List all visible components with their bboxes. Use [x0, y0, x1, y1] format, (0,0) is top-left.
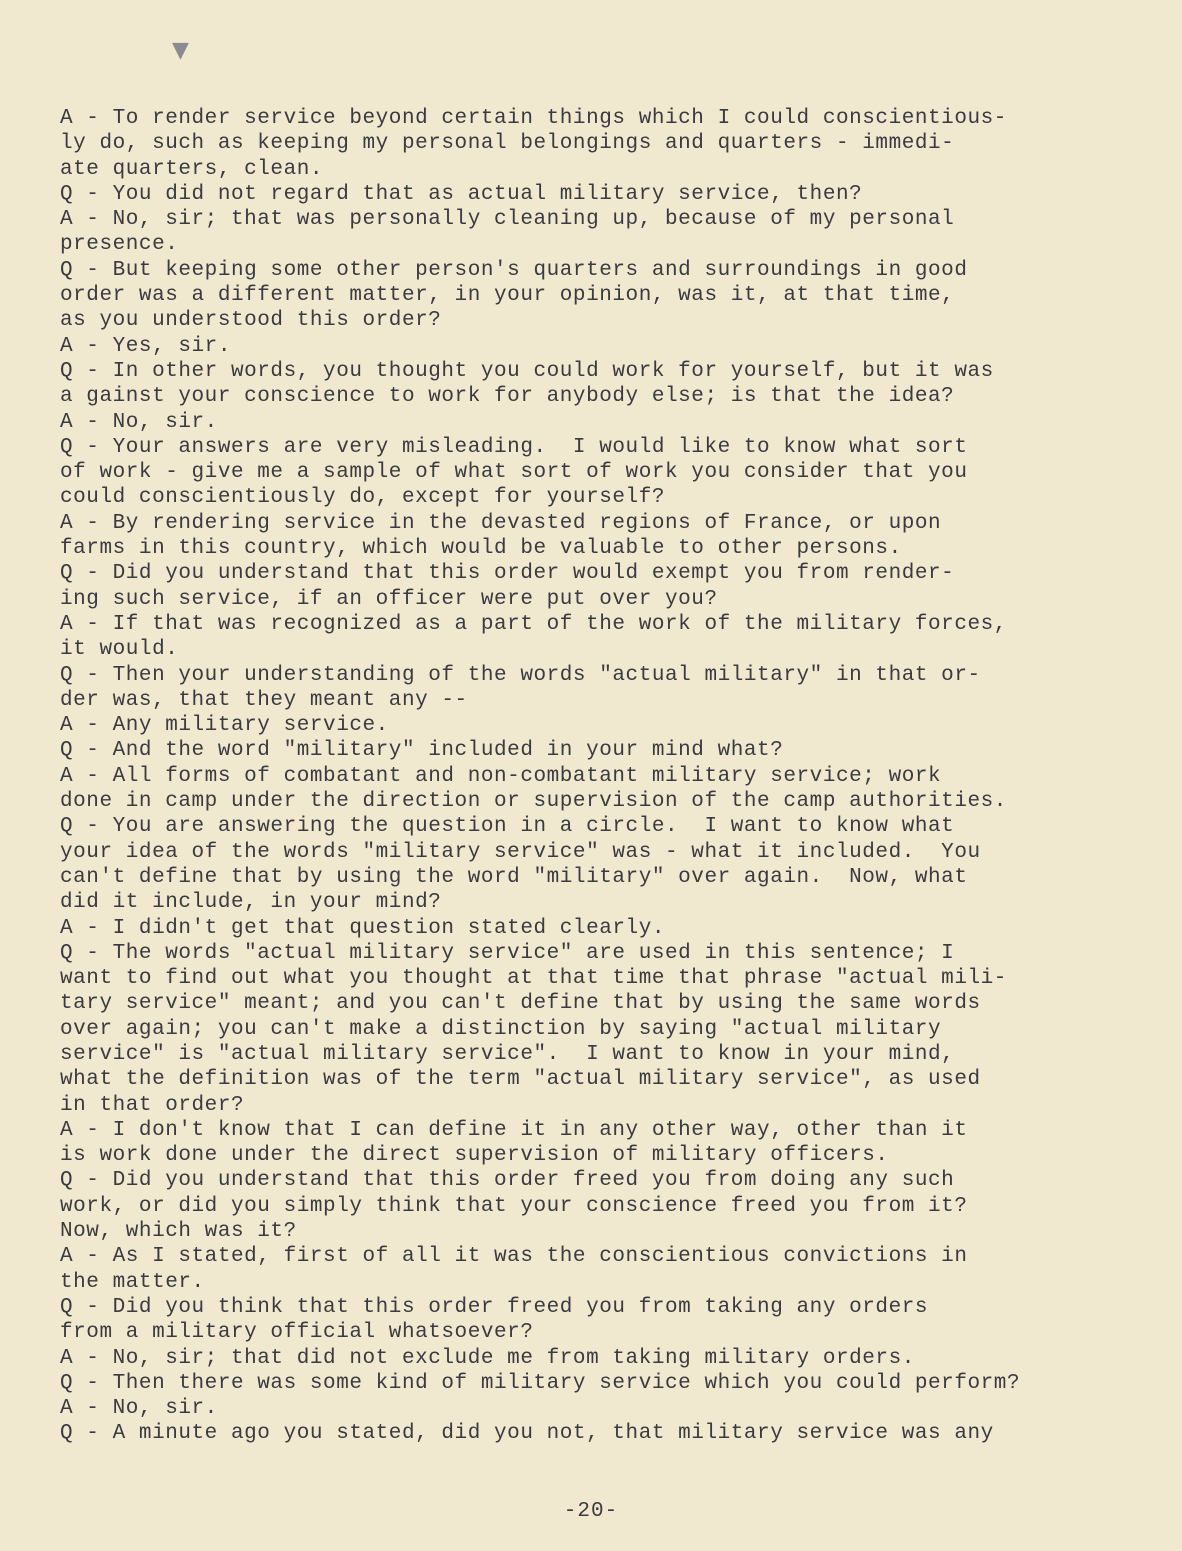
- transcript-line: could conscientiously do, except for yourself?: [60, 486, 665, 510]
- transcript-line: your idea of the words "military service" was - what it included. You: [60, 840, 981, 864]
- transcript-line: Q - But keeping some other person's quarters and surroundings in good: [60, 258, 968, 282]
- transcript-line: the matter.: [60, 1270, 205, 1294]
- transcript-line: Q - You did not regard that as actual military service, then?: [60, 182, 863, 206]
- transcript-line: Q - You are answering the question in a circle. I want to know what: [60, 815, 955, 839]
- page-number: -20-: [563, 1500, 619, 1523]
- transcript: [60, 106, 1150, 1447]
- transcript-line: farms in this country, which would be valuable to other persons.: [60, 537, 902, 561]
- transcript-line: Q - In other words, you thought you could work for yourself, but it was: [60, 359, 994, 383]
- transcript-line: ing such service, if an officer were put over you?: [60, 587, 718, 611]
- transcript-line: over again; you can't make a distinction by saying "actual military: [60, 1017, 942, 1041]
- transcript-line: Now, which was it?: [60, 1220, 297, 1244]
- transcript-line: A - Yes, sir.: [60, 334, 231, 358]
- corner-mark-icon: ▼: [172, 38, 189, 63]
- transcript-line: A - If that was recognized as a part of the work of the military forces,: [60, 612, 1007, 636]
- transcript-line: a gainst your conscience to work for anybody else; is that the idea?: [60, 385, 955, 409]
- transcript-line: Q - A minute ago you stated, did you not, that military service was any: [60, 1422, 994, 1446]
- transcript-line: order was a different matter, in your opinion, was it, at that time,: [60, 284, 955, 308]
- transcript-line: can't define that by using the word "military" over again. Now, what: [60, 865, 968, 889]
- transcript-line: Q - And the word "military" included in your mind what?: [60, 739, 784, 763]
- transcript-line: A - No, sir.: [60, 410, 218, 434]
- transcript-line: der was, that they meant any --: [60, 688, 468, 712]
- transcript-line: A - All forms of combatant and non-combatant military service; work: [60, 764, 942, 788]
- transcript-line: ate quarters, clean.: [60, 157, 324, 181]
- transcript-line: Q - Your answers are very misleading. I would like to know what sort: [60, 435, 968, 459]
- transcript-line: A - To render service beyond certain things which I could conscientious-: [60, 107, 1007, 130]
- transcript-line: as you understood this order?: [60, 309, 442, 333]
- transcript-line: ly do, such as keeping my personal belongings and quarters - immedi-: [60, 132, 955, 156]
- transcript-line: in that order?: [60, 1093, 245, 1117]
- transcript-line: done in camp under the direction or supervision of the camp authorities.: [60, 790, 1007, 814]
- transcript-line: Q - Did you understand that this order would exempt you from render-: [60, 562, 955, 586]
- transcript-line: want to find out what you thought at that time that phrase "actual mili-: [60, 967, 1007, 991]
- transcript-line: A - No, sir.: [60, 1397, 218, 1421]
- transcript-line: what the definition was of the term "actual military service", as used: [60, 1068, 981, 1092]
- transcript-line: A - No, sir; that was personally cleaning up, because of my personal: [60, 208, 955, 232]
- transcript-line: of work - give me a sample of what sort of work you consider that you: [60, 461, 968, 485]
- transcript-line: A - I don't know that I can define it in any other way, other than it: [60, 1118, 968, 1142]
- transcript-line: tary service" meant; and you can't define that by using the same words: [60, 992, 981, 1016]
- transcript-line: A - Any military service.: [60, 714, 389, 738]
- transcript-line: presence.: [60, 233, 179, 257]
- transcript-line: Q - Then your understanding of the words "actual military" in that or-: [60, 663, 981, 687]
- transcript-line: from a military official whatsoever?: [60, 1321, 534, 1345]
- transcript-line: is work done under the direct supervision of military officers.: [60, 1144, 889, 1168]
- transcript-line: Q - The words "actual military service" are used in this sentence; I: [60, 941, 955, 965]
- transcript-line: did it include, in your mind?: [60, 891, 442, 915]
- transcript-line: A - I didn't get that question stated clearly.: [60, 916, 665, 940]
- transcript-line: Q - Did you understand that this order freed you from doing any such: [60, 1169, 955, 1193]
- transcript-line: Q - Did you think that this order freed you from taking any orders: [60, 1295, 929, 1319]
- transcript-line: A - No, sir; that did not exclude me from taking military orders.: [60, 1346, 915, 1370]
- transcript-line: it would.: [60, 638, 179, 662]
- transcript-line: work, or did you simply think that your conscience freed you from it?: [60, 1194, 968, 1218]
- transcript-line: Q - Then there was some kind of military service which you could perform?: [60, 1371, 1021, 1395]
- transcript-line: A - As I stated, first of all it was the conscientious convictions in: [60, 1245, 968, 1269]
- transcript-line: service" is "actual military service". I want to know in your mind,: [60, 1042, 955, 1066]
- transcript-line: A - By rendering service in the devasted regions of France, or upon: [60, 511, 942, 535]
